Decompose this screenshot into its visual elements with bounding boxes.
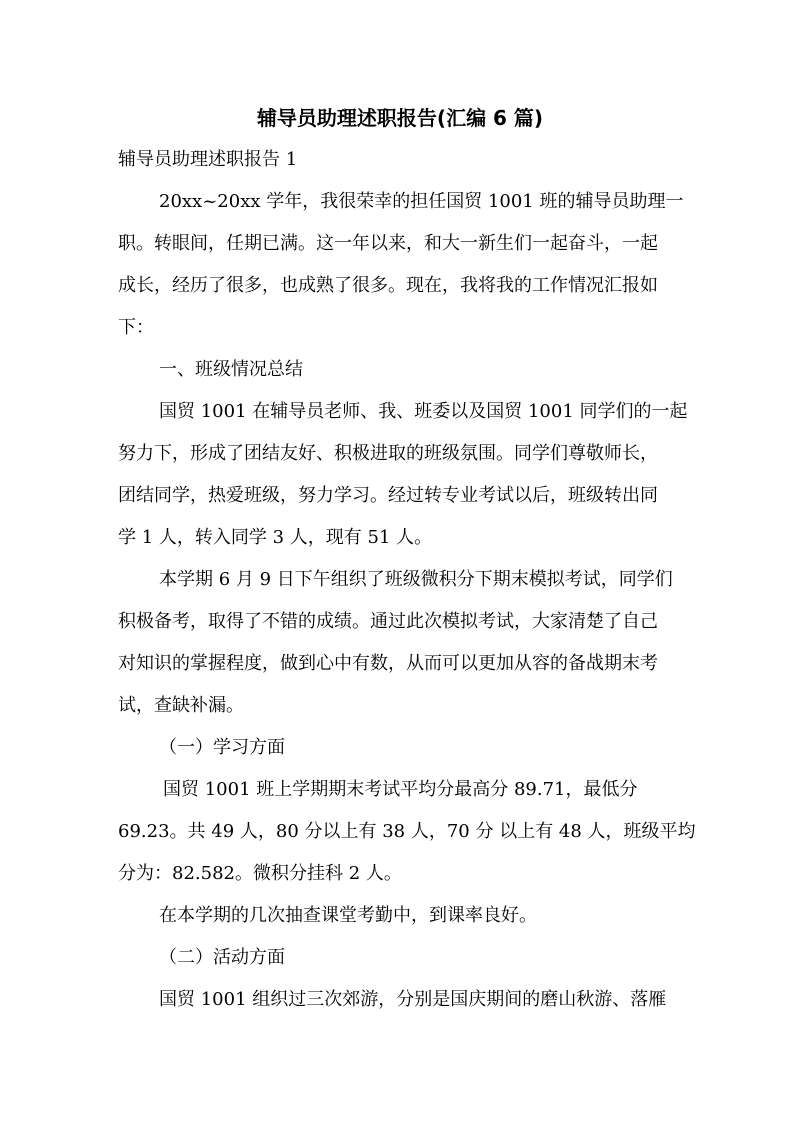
document-title: 辅导员助理述职报告(汇编 6 篇) <box>256 106 544 130</box>
paragraph-line: 团结同学，热爱班级，努力学习。经过转专业考试以后，班级转出同 <box>118 485 658 506</box>
paragraph-line: 对知识的掌握程度，做到心中有数，从而可以更加从容的备战期末考 <box>118 653 658 674</box>
paragraph-line: 下： <box>118 317 154 338</box>
paragraph-line: 69.23。共 49 人，80 分以上有 38 人，70 分 以上有 48 人，班级平均 <box>118 821 696 842</box>
paragraph-line: 分为：82.582。微积分挂科 2 人。 <box>118 863 402 884</box>
paragraph-line: 在本学期的几次抽查课堂考勤中，到课率良好。 <box>159 905 537 926</box>
paragraph-line: 职。转眼间，任期已满。这一年以来，和大一新生们一起奋斗，一起 <box>118 233 658 254</box>
paragraph-line: 成长，经历了很多，也成熟了很多。现在，我将我的工作情况汇报如 <box>118 275 658 296</box>
paragraph-line: 国贸 1001 班上学期期末考试平均分最高分 89.71，最低分 <box>163 779 638 800</box>
paragraph-line: 国贸 1001 在辅导员老师、我、班委以及国贸 1001 同学们的一起 <box>159 401 688 422</box>
paragraph-line: 努力下，形成了团结友好、积极进取的班级氛围。同学们尊敬师长， <box>118 443 658 464</box>
subsection-heading: （二）活动方面 <box>159 947 285 968</box>
section-heading: 一、班级情况总结 <box>159 359 303 380</box>
section-subtitle: 辅导员助理述职报告 1 <box>118 149 298 170</box>
paragraph-line: 国贸 1001 组织过三次郊游，分别是国庆期间的磨山秋游、落雁 <box>159 989 667 1010</box>
paragraph-line: 积极备考，取得了不错的成绩。通过此次模拟考试，大家清楚了自己 <box>118 611 658 632</box>
paragraph-line: 本学期 6 月 9 日下午组织了班级微积分下期末模拟考试，同学们 <box>159 569 673 590</box>
paragraph-line: 20xx~20xx 学年，我很荣幸的担任国贸 1001 班的辅导员助理一 <box>159 191 684 212</box>
paragraph-line: 试，查缺补漏。 <box>118 695 244 716</box>
paragraph-line: 学 1 人，转入同学 3 人，现有 51 人。 <box>118 527 433 548</box>
subsection-heading: （一）学习方面 <box>159 737 285 758</box>
